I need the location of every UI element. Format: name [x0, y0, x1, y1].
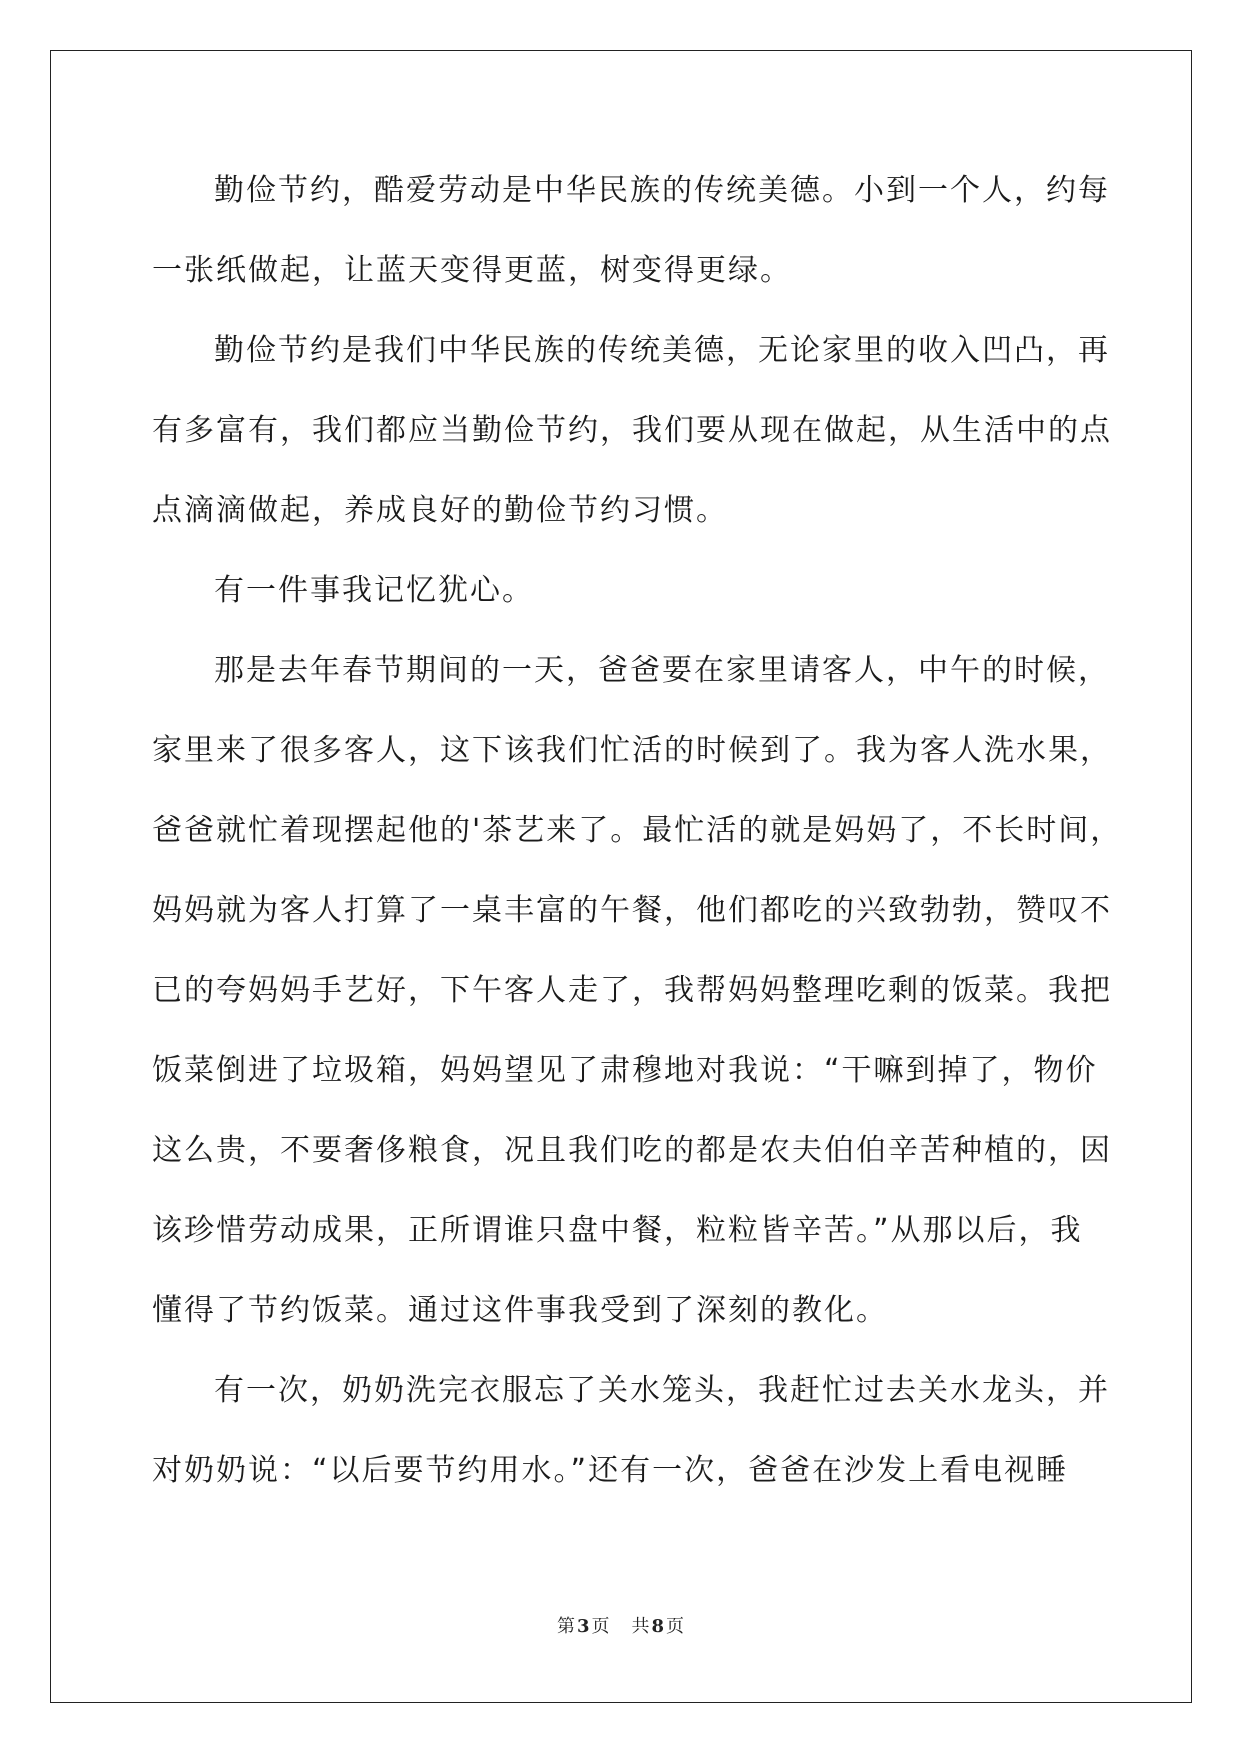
text-line: 懂得了节约饭菜。通过这件事我受到了深刻的教化。: [152, 1293, 888, 1328]
text-line: 一张纸做起，让蓝天变得更蓝，树变得更绿。: [152, 253, 792, 288]
total-suffix: 页: [666, 1616, 685, 1637]
page-prefix: 第: [556, 1616, 575, 1637]
text-line: 有一件事我记忆犹心。: [214, 573, 534, 608]
text-line: 有一次，奶奶洗完衣服忘了关水笼头，我赶忙过去关水龙头，并: [214, 1373, 1110, 1408]
text-line: 有多富有，我们都应当勤俭节约，我们要从现在做起，从生活中的点: [152, 413, 1112, 448]
text-line: 爸爸就忙着现摆起他的'茶艺来了。最忙活的就是妈妈了，不长时间，: [152, 813, 1123, 848]
text-line: 饭菜倒进了垃圾箱，妈妈望见了肃穆地对我说：“干嘛到掉了，物价: [152, 1053, 1098, 1088]
text-line: 勤俭节约是我们中华民族的传统美德，无论家里的收入凹凸，再: [214, 333, 1110, 368]
text-line: 这么贵，不要奢侈粮食，况且我们吃的都是农夫伯伯辛苦种植的，因: [152, 1133, 1112, 1168]
text-line: 对奶奶说：“以后要节约用水。”还有一次，爸爸在沙发上看电视睡: [152, 1453, 1069, 1488]
text-line: 已的夸妈妈手艺好，下午客人走了，我帮妈妈整理吃剩的饭菜。我把: [152, 973, 1112, 1008]
text-line: 那是去年春节期间的一天，爸爸要在家里请客人，中午的时候，: [214, 653, 1110, 688]
text-line: 妈妈就为客人打算了一桌丰富的午餐，他们都吃的兴致勃勃，赞叹不: [152, 893, 1112, 928]
page-footer: [0, 1612, 1241, 1638]
text-line: 家里来了很多客人，这下该我们忙活的时候到了。我为客人洗水果，: [152, 733, 1112, 768]
text-line: 该珍惜劳动成果，正所谓谁只盘中餐，粒粒皆辛苦。”从那以后，我: [152, 1213, 1083, 1248]
total-prefix: 共: [631, 1616, 650, 1637]
text-line: 勤俭节约，酷爱劳动是中华民族的传统美德。小到一个人，约每: [214, 173, 1110, 208]
total-pages: 8: [651, 1616, 665, 1637]
text-line: 点滴滴做起，养成良好的勤俭节约习惯。: [152, 493, 728, 528]
page-suffix: 页: [591, 1616, 610, 1637]
page-number: 3: [576, 1616, 590, 1637]
document-body: [152, 164, 1123, 1524]
